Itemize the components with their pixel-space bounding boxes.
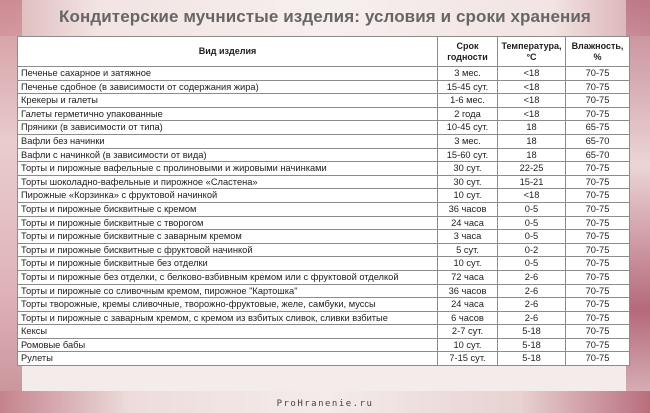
table-row	[18, 175, 630, 189]
cell-product: Галеты герметично упакованные	[18, 107, 438, 121]
cell-humidity: 70-75	[566, 243, 630, 257]
cell-temperature: <18	[498, 94, 566, 108]
cell-product: Торты и пирожные вафельные с пролиновыми и жировыми начинками	[18, 162, 438, 176]
storage-table-container	[17, 36, 629, 366]
cell-temperature: 18	[498, 121, 566, 135]
header-shelf-life: Срок годности	[438, 37, 498, 67]
cell-shelf-life: 36 часов	[438, 284, 498, 298]
cell-temperature: <18	[498, 107, 566, 121]
cell-temperature: <18	[498, 67, 566, 81]
cell-humidity: 70-75	[566, 230, 630, 244]
cell-shelf-life: 72 часа	[438, 270, 498, 284]
cell-humidity: 70-75	[566, 80, 630, 94]
cell-shelf-life: 15-60 сут.	[438, 148, 498, 162]
table-row	[18, 202, 630, 216]
cell-product: Вафли с начинкой (в зависимости от вида)	[18, 148, 438, 162]
header-humidity: Влажность, %	[566, 37, 630, 67]
cell-product: Вафли без начинки	[18, 134, 438, 148]
cell-humidity: 70-75	[566, 202, 630, 216]
cell-product: Ромовые бабы	[18, 338, 438, 352]
table-row	[18, 189, 630, 203]
table-header-row	[18, 37, 630, 67]
cell-humidity: 70-75	[566, 162, 630, 176]
cell-shelf-life: 10 сут.	[438, 189, 498, 203]
cell-humidity: 70-75	[566, 175, 630, 189]
cell-product: Торты и пирожные бисквитные с кремом	[18, 202, 438, 216]
cell-shelf-life: 30 сут.	[438, 175, 498, 189]
table-row	[18, 298, 630, 312]
cell-product: Пирожные «Корзинка» с фруктовой начинкой	[18, 189, 438, 203]
cell-humidity: 70-75	[566, 352, 630, 366]
cell-temperature: 18	[498, 148, 566, 162]
table-row	[18, 94, 630, 108]
cell-temperature: 0-5	[498, 257, 566, 271]
cell-humidity: 70-75	[566, 325, 630, 339]
table-row	[18, 148, 630, 162]
cell-temperature: 2-6	[498, 311, 566, 325]
cell-humidity: 65-70	[566, 148, 630, 162]
header-temperature: Температура, °С	[498, 37, 566, 67]
cell-product: Торты творожные, кремы сливочные, творожно-фруктовые, желе, самбуки, муссы	[18, 298, 438, 312]
cell-temperature: 0-5	[498, 216, 566, 230]
cell-product: Печенье сдобное (в зависимости от содержания жира)	[18, 80, 438, 94]
storage-table	[17, 36, 630, 366]
table-row	[18, 230, 630, 244]
cell-temperature: 5-18	[498, 338, 566, 352]
cell-product: Торты и пирожные бисквитные с фруктовой начинкой	[18, 243, 438, 257]
cell-shelf-life: 3 мес.	[438, 67, 498, 81]
cell-humidity: 70-75	[566, 94, 630, 108]
cell-product: Кексы	[18, 325, 438, 339]
cell-humidity: 65-75	[566, 121, 630, 135]
cell-humidity: 70-75	[566, 270, 630, 284]
cell-product: Торты и пирожные бисквитные с заварным кремом	[18, 230, 438, 244]
cell-temperature: <18	[498, 80, 566, 94]
cell-shelf-life: 36 часов	[438, 202, 498, 216]
cell-humidity: 70-75	[566, 67, 630, 81]
cell-humidity: 70-75	[566, 107, 630, 121]
cell-shelf-life: 24 часа	[438, 216, 498, 230]
cell-product: Крекеры и галеты	[18, 94, 438, 108]
cell-temperature: <18	[498, 189, 566, 203]
cell-temperature: 22-25	[498, 162, 566, 176]
cell-temperature: 5-18	[498, 352, 566, 366]
cell-shelf-life: 24 часа	[438, 298, 498, 312]
table-row	[18, 270, 630, 284]
cell-temperature: 2-6	[498, 284, 566, 298]
cell-product: Торты и пирожные без отделки, с белково-взбивным кремом или с фруктовой отделкой	[18, 270, 438, 284]
cell-shelf-life: 15-45 сут.	[438, 80, 498, 94]
cell-shelf-life: 30 сут.	[438, 162, 498, 176]
site-watermark: ProHranenie.ru	[276, 399, 374, 409]
table-row	[18, 121, 630, 135]
cell-product: Печенье сахарное и затяжное	[18, 67, 438, 81]
cell-shelf-life: 1-6 мес.	[438, 94, 498, 108]
cell-product: Торты и пирожные со сливочным кремом, пирожное "Картошка"	[18, 284, 438, 298]
table-row	[18, 67, 630, 81]
table-body	[18, 67, 630, 366]
cell-product: Торты и пирожные бисквитные с творогом	[18, 216, 438, 230]
cell-temperature: 0-2	[498, 243, 566, 257]
cell-humidity: 70-75	[566, 338, 630, 352]
cell-humidity: 70-75	[566, 189, 630, 203]
cell-temperature: 0-5	[498, 230, 566, 244]
cell-humidity: 70-75	[566, 284, 630, 298]
table-row	[18, 162, 630, 176]
table-row	[18, 284, 630, 298]
cell-shelf-life: 3 часа	[438, 230, 498, 244]
cell-shelf-life: 2-7 сут.	[438, 325, 498, 339]
cell-shelf-life: 7-15 сут.	[438, 352, 498, 366]
cell-temperature: 5-18	[498, 325, 566, 339]
cell-product: Торты и пирожные с заварным кремом, с кремом из взбитых сливок, сливки взбитые	[18, 311, 438, 325]
table-row	[18, 107, 630, 121]
cell-humidity: 70-75	[566, 298, 630, 312]
cell-shelf-life: 2 года	[438, 107, 498, 121]
table-row	[18, 338, 630, 352]
cell-product: Рулеты	[18, 352, 438, 366]
table-row	[18, 311, 630, 325]
table-row	[18, 134, 630, 148]
cell-shelf-life: 10-45 сут.	[438, 121, 498, 135]
table-row	[18, 352, 630, 366]
cell-humidity: 70-75	[566, 216, 630, 230]
page-title: Кондитерские мучнистые изделия: условия и сроки хранения	[59, 7, 591, 26]
table-row	[18, 243, 630, 257]
cell-product: Торты и пирожные бисквитные без отделки	[18, 257, 438, 271]
cell-product: Пряники (в зависимости от типа)	[18, 121, 438, 135]
cell-humidity: 65-70	[566, 134, 630, 148]
cell-temperature: 0-5	[498, 202, 566, 216]
table-row	[18, 216, 630, 230]
cell-humidity: 70-75	[566, 311, 630, 325]
cell-shelf-life: 5 сут.	[438, 243, 498, 257]
cell-shelf-life: 6 часов	[438, 311, 498, 325]
table-row	[18, 325, 630, 339]
cell-temperature: 2-6	[498, 270, 566, 284]
cell-temperature: 18	[498, 134, 566, 148]
table-row	[18, 80, 630, 94]
cell-humidity: 70-75	[566, 257, 630, 271]
cell-temperature: 2-6	[498, 298, 566, 312]
cell-shelf-life: 3 мес.	[438, 134, 498, 148]
cell-shelf-life: 10 сут.	[438, 338, 498, 352]
cell-product: Торты шоколадно-вафельные и пирожное «Сластена»	[18, 175, 438, 189]
header-product-type: Вид изделия	[18, 37, 438, 67]
cell-shelf-life: 10 сут.	[438, 257, 498, 271]
cell-temperature: 15-21	[498, 175, 566, 189]
table-row	[18, 257, 630, 271]
